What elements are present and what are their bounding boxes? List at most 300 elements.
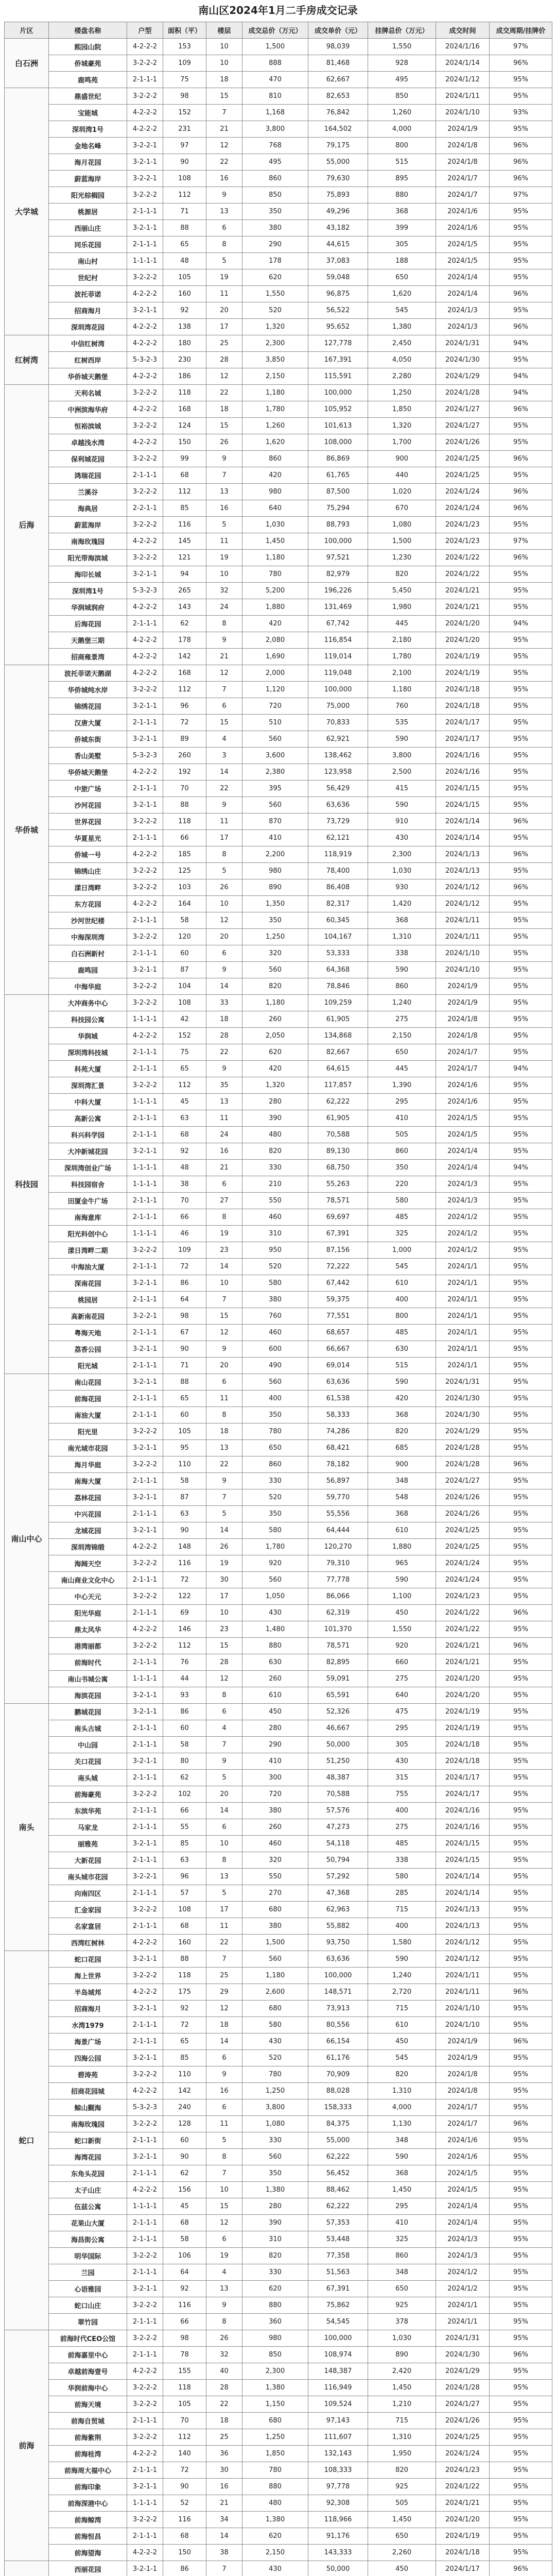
deal-date-cell: 2024/1/9 bbox=[436, 121, 490, 138]
floor-cell: 24 bbox=[206, 599, 242, 616]
deal-total-cell: 820 bbox=[242, 2248, 308, 2264]
deal-date-cell: 2024/1/12 bbox=[436, 72, 490, 88]
project-name-cell: 卓越前海壹号 bbox=[49, 2363, 127, 2380]
list-total-cell: 2,720 bbox=[368, 1984, 436, 2001]
list-total-cell: 1,030 bbox=[368, 2330, 436, 2347]
unit-price-cell: 62,222 bbox=[308, 2149, 368, 2165]
layout-cell: 3-2-1-1 bbox=[127, 1374, 163, 1391]
ratio-cell: 95% bbox=[490, 1028, 552, 1044]
list-total-cell: 545 bbox=[368, 2050, 436, 2066]
deal-total-cell: 980 bbox=[242, 484, 308, 500]
project-name-cell: 科技园公寓 bbox=[49, 1011, 127, 1028]
area-cell: 89 bbox=[163, 731, 206, 748]
table-row bbox=[5, 830, 552, 846]
ratio-cell: 95% bbox=[490, 1951, 552, 1968]
deal-date-cell: 2024/1/7 bbox=[436, 1044, 490, 1061]
project-name-cell: 锦绣花园 bbox=[49, 698, 127, 715]
project-name-cell: 前海恒昌 bbox=[49, 2528, 127, 2545]
layout-cell: 3-2-2-2 bbox=[127, 2116, 163, 2132]
ratio-cell: 95% bbox=[490, 1968, 552, 1984]
unit-price-cell: 62,667 bbox=[308, 72, 368, 88]
layout-cell: 2-1-1-1 bbox=[127, 1819, 163, 1836]
ratio-cell: 95% bbox=[490, 2363, 552, 2380]
list-total-cell: 900 bbox=[368, 451, 436, 467]
deal-date-cell: 2024/1/23 bbox=[436, 1588, 490, 1605]
floor-cell: 25 bbox=[206, 2429, 242, 2446]
ratio-cell: 95% bbox=[490, 517, 552, 533]
unit-price-cell: 76,842 bbox=[308, 105, 368, 121]
layout-cell: 2-1-1-1 bbox=[127, 1061, 163, 1077]
ratio-cell: 95% bbox=[490, 2413, 552, 2429]
list-total-cell: 450 bbox=[368, 2561, 436, 2576]
layout-cell: 2-1-1-1 bbox=[127, 616, 163, 632]
floor-cell: 23 bbox=[206, 1242, 242, 1259]
area-cell: 140 bbox=[163, 2446, 206, 2462]
deal-date-cell: 2024/1/5 bbox=[436, 2165, 490, 2182]
project-name-cell: 翠竹园 bbox=[49, 2314, 127, 2330]
floor-cell: 6 bbox=[206, 220, 242, 236]
area-cell: 90 bbox=[163, 2479, 206, 2495]
unit-price-cell: 82,979 bbox=[308, 566, 368, 583]
floor-cell: 30 bbox=[206, 2462, 242, 2479]
deal-date-cell: 2024/1/2 bbox=[436, 1209, 490, 1226]
floor-cell: 14 bbox=[206, 2033, 242, 2050]
project-name-cell: 中心天元 bbox=[49, 1588, 127, 1605]
table-row bbox=[5, 583, 552, 599]
layout-cell: 2-1-1-1 bbox=[127, 2462, 163, 2479]
area-cell: 128 bbox=[163, 2116, 206, 2132]
layout-cell: 3-2-2-2 bbox=[127, 879, 163, 896]
deal-date-cell: 2024/1/3 bbox=[436, 1176, 490, 1193]
unit-price-cell: 67,391 bbox=[308, 2281, 368, 2297]
list-total-cell: 860 bbox=[368, 1143, 436, 1160]
project-name-cell: 中海深圳湾 bbox=[49, 929, 127, 945]
list-total-cell: 275 bbox=[368, 1011, 436, 1028]
ratio-cell: 95% bbox=[490, 566, 552, 583]
area-cell: 68 bbox=[163, 2528, 206, 2545]
ratio-cell: 96% bbox=[490, 484, 552, 500]
table-row bbox=[5, 1061, 552, 1077]
deal-date-cell: 2024/1/26 bbox=[436, 2413, 490, 2429]
floor-cell: 8 bbox=[206, 616, 242, 632]
floor-cell: 25 bbox=[206, 1968, 242, 1984]
deal-date-cell: 2024/1/16 bbox=[436, 1803, 490, 1819]
unit-price-cell: 117,857 bbox=[308, 1077, 368, 1094]
floor-cell: 29 bbox=[206, 1984, 242, 2001]
unit-price-cell: 82,317 bbox=[308, 896, 368, 912]
floor-cell: 25 bbox=[206, 335, 242, 352]
ratio-cell: 95% bbox=[490, 121, 552, 138]
floor-cell: 36 bbox=[206, 2446, 242, 2462]
list-total-cell: 1,250 bbox=[368, 385, 436, 401]
deal-total-cell: 3,600 bbox=[242, 748, 308, 764]
unit-price-cell: 96,875 bbox=[308, 286, 368, 302]
deal-date-cell: 2024/1/25 bbox=[436, 2429, 490, 2446]
deal-date-cell: 2024/1/28 bbox=[436, 385, 490, 401]
floor-cell: 40 bbox=[206, 2363, 242, 2380]
table-row bbox=[5, 731, 552, 748]
unit-price-cell: 77,358 bbox=[308, 2248, 368, 2264]
layout-cell: 3-2-1-1 bbox=[127, 2281, 163, 2297]
area-cell: 58 bbox=[163, 1473, 206, 1489]
project-name-cell: 前海周大福中心 bbox=[49, 2462, 127, 2479]
ratio-cell: 95% bbox=[490, 467, 552, 484]
area-cell: 72 bbox=[163, 2017, 206, 2033]
layout-cell: 4-2-2-2 bbox=[127, 649, 163, 665]
area-cell: 58 bbox=[163, 1737, 206, 1753]
ratio-cell: 95% bbox=[490, 220, 552, 236]
table-row bbox=[5, 764, 552, 781]
project-name-cell: 波托菲诺天鹅湖 bbox=[49, 665, 127, 682]
layout-cell: 4-2-2-2 bbox=[127, 1539, 163, 1555]
layout-cell: 2-1-1-1 bbox=[127, 467, 163, 484]
area-cell: 63 bbox=[163, 1506, 206, 1522]
list-total-cell: 545 bbox=[368, 1259, 436, 1275]
layout-cell: 2-1-1-1 bbox=[127, 1605, 163, 1621]
project-name-cell: 中洲滨海华府 bbox=[49, 401, 127, 418]
table-row bbox=[5, 1226, 552, 1242]
list-total-cell: 900 bbox=[368, 1456, 436, 1473]
ratio-cell: 97% bbox=[490, 533, 552, 550]
deal-total-cell: 300 bbox=[242, 1770, 308, 1786]
deal-date-cell: 2024/1/16 bbox=[436, 764, 490, 781]
floor-cell: 30 bbox=[206, 1572, 242, 1588]
ratio-cell: 95% bbox=[490, 2099, 552, 2116]
area-cell: 69 bbox=[163, 1605, 206, 1621]
ratio-cell: 96% bbox=[490, 319, 552, 335]
deal-total-cell: 280 bbox=[242, 1720, 308, 1737]
list-total-cell: 1,100 bbox=[368, 1588, 436, 1605]
list-total-cell: 610 bbox=[368, 1275, 436, 1292]
project-name-cell: 深圳湾汇景 bbox=[49, 1077, 127, 1094]
layout-cell: 2-1-1-1 bbox=[127, 204, 163, 220]
list-total-cell: 410 bbox=[368, 2215, 436, 2231]
deal-total-cell: 2,050 bbox=[242, 1028, 308, 1044]
unit-price-cell: 105,952 bbox=[308, 401, 368, 418]
floor-cell: 8 bbox=[206, 2314, 242, 2330]
deal-total-cell: 780 bbox=[242, 2462, 308, 2479]
table-row bbox=[5, 335, 552, 352]
layout-cell: 3-2-2-1 bbox=[127, 171, 163, 187]
ratio-cell: 95% bbox=[490, 731, 552, 748]
deal-total-cell: 1,320 bbox=[242, 319, 308, 335]
district-cell: 白石洲 bbox=[5, 39, 49, 88]
project-name-cell: 前海嘉里中心 bbox=[49, 2347, 127, 2363]
ratio-cell: 95% bbox=[490, 2512, 552, 2528]
list-total-cell: 715 bbox=[368, 2413, 436, 2429]
area-cell: 125 bbox=[163, 863, 206, 879]
deal-total-cell: 2,080 bbox=[242, 632, 308, 649]
deal-total-cell: 2,380 bbox=[242, 764, 308, 781]
area-cell: 68 bbox=[163, 1918, 206, 1935]
floor-cell: 6 bbox=[206, 945, 242, 962]
ratio-cell: 95% bbox=[490, 1506, 552, 1522]
area-cell: 90 bbox=[163, 154, 206, 171]
table-row bbox=[5, 1737, 552, 1753]
table-row bbox=[5, 2215, 552, 2231]
deal-date-cell: 2024/1/1 bbox=[436, 2297, 490, 2314]
district-cell: 大学城 bbox=[5, 88, 49, 335]
floor-cell: 13 bbox=[206, 1440, 242, 1456]
list-total-cell: 338 bbox=[368, 1852, 436, 1869]
floor-cell: 14 bbox=[206, 764, 242, 781]
ratio-cell: 95% bbox=[490, 1852, 552, 1869]
floor-cell: 18 bbox=[206, 2017, 242, 2033]
table-row bbox=[5, 1358, 552, 1374]
floor-cell: 6 bbox=[206, 1819, 242, 1836]
deal-total-cell: 560 bbox=[242, 2149, 308, 2165]
layout-cell: 3-2-1-1 bbox=[127, 566, 163, 583]
project-name-cell: 海湾花园 bbox=[49, 2149, 127, 2165]
project-name-cell: 东滨华苑 bbox=[49, 1803, 127, 1819]
project-name-cell: 东角头花园 bbox=[49, 2165, 127, 2182]
floor-cell: 8 bbox=[206, 2149, 242, 2165]
project-name-cell: 漾日湾畔 bbox=[49, 879, 127, 896]
unit-price-cell: 93,750 bbox=[308, 1935, 368, 1951]
deal-total-cell: 720 bbox=[242, 1786, 308, 1803]
table-row bbox=[5, 863, 552, 879]
deal-date-cell: 2024/1/28 bbox=[436, 1456, 490, 1473]
table-row bbox=[5, 1885, 552, 1902]
unit-price-cell: 91,176 bbox=[308, 2528, 368, 2545]
deal-date-cell: 2024/1/27 bbox=[436, 1473, 490, 1489]
area-cell: 152 bbox=[163, 105, 206, 121]
area-cell: 116 bbox=[163, 517, 206, 533]
ratio-cell: 95% bbox=[490, 269, 552, 286]
deal-date-cell: 2024/1/15 bbox=[436, 781, 490, 797]
layout-cell: 3-2-2-2 bbox=[127, 88, 163, 105]
unit-price-cell: 104,167 bbox=[308, 929, 368, 945]
deal-total-cell: 480 bbox=[242, 2495, 308, 2512]
layout-cell: 4-2-2-2 bbox=[127, 764, 163, 781]
ratio-cell: 94% bbox=[490, 1061, 552, 1077]
table-row bbox=[5, 1028, 552, 1044]
deal-total-cell: 768 bbox=[242, 138, 308, 154]
list-total-cell: 5,450 bbox=[368, 583, 436, 599]
project-name-cell: 荔林花园 bbox=[49, 1489, 127, 1506]
ratio-cell: 95% bbox=[490, 1588, 552, 1605]
area-cell: 68 bbox=[163, 2215, 206, 2231]
area-cell: 110 bbox=[163, 2066, 206, 2083]
deal-total-cell: 290 bbox=[242, 236, 308, 253]
list-total-cell: 925 bbox=[368, 2479, 436, 2495]
area-cell: 112 bbox=[163, 484, 206, 500]
table-row bbox=[5, 682, 552, 698]
project-name-cell: 前海花园 bbox=[49, 1391, 127, 1407]
table-row bbox=[5, 1803, 552, 1819]
list-total-cell: 1,450 bbox=[368, 2182, 436, 2198]
floor-cell: 16 bbox=[206, 2479, 242, 2495]
ratio-cell: 95% bbox=[490, 1522, 552, 1539]
area-cell: 85 bbox=[163, 1836, 206, 1852]
deal-date-cell: 2024/1/20 bbox=[436, 2512, 490, 2528]
layout-cell: 3-2-2-2 bbox=[127, 2380, 163, 2396]
unit-price-cell: 53,333 bbox=[308, 945, 368, 962]
layout-cell: 3-2-1-1 bbox=[127, 1704, 163, 1720]
project-name-cell: 华润城 bbox=[49, 1028, 127, 1044]
table-row bbox=[5, 286, 552, 302]
floor-cell: 32 bbox=[206, 583, 242, 599]
list-total-cell: 800 bbox=[368, 138, 436, 154]
unit-price-cell: 78,846 bbox=[308, 978, 368, 995]
deal-date-cell: 2024/1/24 bbox=[436, 500, 490, 517]
deal-date-cell: 2024/1/4 bbox=[436, 286, 490, 302]
project-name-cell: 华润城润府 bbox=[49, 599, 127, 616]
project-name-cell: 红树西岸 bbox=[49, 352, 127, 368]
area-cell: 75 bbox=[163, 1044, 206, 1061]
ratio-cell: 95% bbox=[490, 2479, 552, 2495]
deal-total-cell: 270 bbox=[242, 1885, 308, 1902]
table-row bbox=[5, 1605, 552, 1621]
deal-total-cell: 290 bbox=[242, 1737, 308, 1753]
list-total-cell: 925 bbox=[368, 2297, 436, 2314]
area-cell: 168 bbox=[163, 401, 206, 418]
list-total-cell: 2,450 bbox=[368, 335, 436, 352]
unit-price-cell: 61,176 bbox=[308, 2050, 368, 2066]
area-cell: 94 bbox=[163, 566, 206, 583]
floor-cell: 38 bbox=[206, 2545, 242, 2561]
ratio-cell: 95% bbox=[490, 2281, 552, 2297]
ratio-cell: 96% bbox=[490, 1984, 552, 2001]
table-row bbox=[5, 1143, 552, 1160]
project-name-cell: 南海玫瑰园 bbox=[49, 2116, 127, 2132]
list-total-cell: 1,000 bbox=[368, 1242, 436, 1259]
unit-price-cell: 44,615 bbox=[308, 236, 368, 253]
deal-date-cell: 2024/1/11 bbox=[436, 912, 490, 929]
deal-date-cell: 2024/1/20 bbox=[436, 1671, 490, 1687]
ratio-cell: 95% bbox=[490, 2462, 552, 2479]
area-cell: 98 bbox=[163, 1308, 206, 1325]
ratio-cell: 95% bbox=[490, 2380, 552, 2396]
unit-price-cell: 82,895 bbox=[308, 1654, 368, 1671]
area-cell: 70 bbox=[163, 1193, 206, 1209]
deal-total-cell: 330 bbox=[242, 2264, 308, 2281]
unit-price-cell: 55,556 bbox=[308, 1506, 368, 1522]
table-row bbox=[5, 1275, 552, 1292]
deal-date-cell: 2024/1/19 bbox=[436, 665, 490, 682]
area-cell: 68 bbox=[163, 1127, 206, 1143]
floor-cell: 22 bbox=[206, 1456, 242, 1473]
deal-total-cell: 330 bbox=[242, 2132, 308, 2149]
layout-cell: 3-2-2-2 bbox=[127, 2330, 163, 2347]
project-name-cell: 白石洲新村 bbox=[49, 945, 127, 962]
area-cell: 152 bbox=[163, 1028, 206, 1044]
layout-cell: 4-2-2-2 bbox=[127, 533, 163, 550]
floor-cell: 4 bbox=[206, 1720, 242, 1737]
unit-price-cell: 56,429 bbox=[308, 781, 368, 797]
floor-cell: 35 bbox=[206, 1077, 242, 1094]
project-name-cell: 沙河花园 bbox=[49, 797, 127, 814]
area-cell: 175 bbox=[163, 1984, 206, 2001]
list-total-cell: 1,080 bbox=[368, 517, 436, 533]
deal-total-cell: 400 bbox=[242, 1391, 308, 1407]
layout-cell: 2-1-1-1 bbox=[127, 1737, 163, 1753]
floor-cell: 9 bbox=[206, 2066, 242, 2083]
floor-cell: 15 bbox=[206, 1638, 242, 1654]
floor-cell: 8 bbox=[206, 1687, 242, 1704]
list-total-cell: 399 bbox=[368, 220, 436, 236]
layout-cell: 3-2-1-1 bbox=[127, 698, 163, 715]
deal-date-cell: 2024/1/3 bbox=[436, 2248, 490, 2264]
project-name-cell: 中科大厦 bbox=[49, 1094, 127, 1110]
ratio-cell: 96% bbox=[490, 550, 552, 566]
ratio-cell: 95% bbox=[490, 1193, 552, 1209]
ratio-cell: 95% bbox=[490, 2066, 552, 2083]
floor-cell: 27 bbox=[206, 1193, 242, 1209]
floor-cell: 10 bbox=[206, 2182, 242, 2198]
table-row bbox=[5, 978, 552, 995]
unit-price-cell: 116,949 bbox=[308, 2380, 368, 2396]
ratio-cell: 96% bbox=[490, 2033, 552, 2050]
ratio-cell: 95% bbox=[490, 1127, 552, 1143]
list-total-cell: 920 bbox=[368, 1638, 436, 1654]
floor-cell: 12 bbox=[206, 1325, 242, 1341]
unit-price-cell: 108,333 bbox=[308, 2462, 368, 2479]
layout-cell: 3-2-2-2 bbox=[127, 1968, 163, 1984]
ratio-cell: 94% bbox=[490, 335, 552, 352]
project-name-cell: 粤海天地 bbox=[49, 1325, 127, 1341]
project-name-cell: 南头古城 bbox=[49, 1720, 127, 1737]
deal-total-cell: 2,200 bbox=[242, 846, 308, 863]
ratio-cell: 95% bbox=[490, 1176, 552, 1193]
deal-date-cell: 2024/1/18 bbox=[436, 2545, 490, 2561]
deal-total-cell: 1,380 bbox=[242, 2380, 308, 2396]
deal-total-cell: 510 bbox=[242, 715, 308, 731]
area-cell: 231 bbox=[163, 121, 206, 138]
project-name-cell: 天利名城 bbox=[49, 385, 127, 401]
ratio-cell: 95% bbox=[490, 715, 552, 731]
list-total-cell: 820 bbox=[368, 1423, 436, 1440]
unit-price-cell: 100,000 bbox=[308, 385, 368, 401]
project-name-cell: 深圳湾1号 bbox=[49, 583, 127, 599]
floor-cell: 22 bbox=[206, 781, 242, 797]
ratio-cell: 95% bbox=[490, 1489, 552, 1506]
table-row bbox=[5, 1555, 552, 1572]
layout-cell: 3-2-1-1 bbox=[127, 154, 163, 171]
deal-date-cell: 2024/1/2 bbox=[436, 2264, 490, 2281]
deal-date-cell: 2024/1/18 bbox=[436, 1753, 490, 1770]
list-total-cell: 348 bbox=[368, 2264, 436, 2281]
area-cell: 121 bbox=[163, 550, 206, 566]
deal-date-cell: 2024/1/1 bbox=[436, 1341, 490, 1358]
area-cell: 65 bbox=[163, 1391, 206, 1407]
list-total-cell: 220 bbox=[368, 1176, 436, 1193]
unit-price-cell: 196,226 bbox=[308, 583, 368, 599]
ratio-cell: 95% bbox=[490, 1275, 552, 1292]
deal-total-cell: 3,800 bbox=[242, 121, 308, 138]
layout-cell: 4-2-2-2 bbox=[127, 286, 163, 302]
table-row bbox=[5, 1374, 552, 1391]
unit-price-cell: 57,292 bbox=[308, 1869, 368, 1885]
unit-price-cell: 56,452 bbox=[308, 2165, 368, 2182]
floor-cell: 34 bbox=[206, 2512, 242, 2528]
area-cell: 42 bbox=[163, 1011, 206, 1028]
ratio-cell: 95% bbox=[490, 962, 552, 978]
deal-total-cell: 890 bbox=[242, 879, 308, 896]
deal-date-cell: 2024/1/1 bbox=[436, 1292, 490, 1308]
list-total-cell: 1,850 bbox=[368, 401, 436, 418]
deal-date-cell: 2024/1/14 bbox=[436, 1869, 490, 1885]
unit-price-cell: 67,442 bbox=[308, 1275, 368, 1292]
layout-cell: 3-2-2-2 bbox=[127, 2297, 163, 2314]
table-row bbox=[5, 319, 552, 335]
ratio-cell: 95% bbox=[490, 995, 552, 1011]
area-cell: 60 bbox=[163, 2132, 206, 2149]
deal-total-cell: 350 bbox=[242, 204, 308, 220]
deal-date-cell: 2024/1/12 bbox=[436, 896, 490, 912]
ratio-cell: 95% bbox=[490, 1423, 552, 1440]
ratio-cell: 96% bbox=[490, 814, 552, 830]
